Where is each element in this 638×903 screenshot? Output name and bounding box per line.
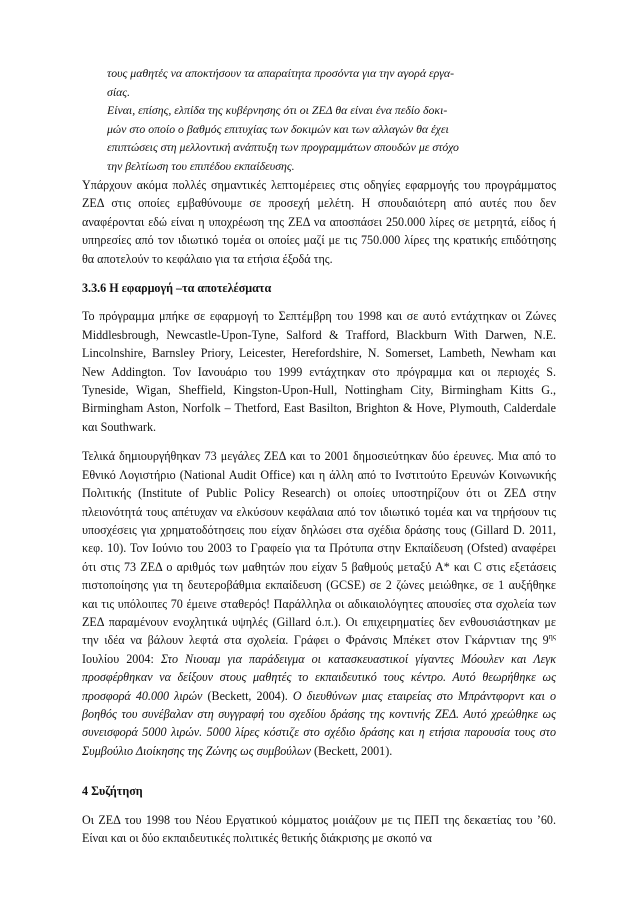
- citation: (Beckett, 2001).: [310, 743, 393, 758]
- paragraph-discussion: Οι ΖΕΔ του 1998 του Νέου Εργατικού κόμματος μοιάζουν με τις ΠΕΠ της δεκαετίας του ’60. Είναι και οι δύο εκπαιδευτικές πολιτικές θετικής διάκρισης με σκοπό να: [82, 812, 556, 845]
- quote-line: τους μαθητές να αποκτήσουν τα απαραίτητα προσόντα για την αγορά εργα-: [107, 66, 455, 80]
- italic-quote: Στο Νιουαμ για παράδειγμα οι κατασκευαστικοί γίγαντες Μόουλεν και Λεγκ προσφέρθηκαν να δείξουν στους μαθητές το εκπαιδευτικό τους κέντρο. Αυτό θεωρήθηκε ως προσφορά 40.000 λιρών: [82, 651, 556, 703]
- results-text: Ιουλίου 2004:: [82, 651, 161, 666]
- quote-line: μών στο οποίο ο βαθμός επιτυχίας των δοκιμών και των αλλαγών θα έχει: [107, 121, 449, 136]
- section-heading-discussion: 4 Συζήτηση: [82, 784, 143, 799]
- italic-quote: Ο διευθύνων μιας εταιρείας στο Μπράντφορντ και ο βοηθός του συνέβαλαν στη συγγραφή του σχεδίου δράσης της κοντινής ΖΕΔ. Αυτό χρεώθηκε ως συνεισφορά 5000 λιρών. 5000 λίρες κόστιζε στο σχέδιο δράσης και η ετήσια παρουσία τους στο Συμβούλιο Διοίκησης της Ζώνης ως συμβούλων: [82, 688, 556, 758]
- paragraph-zed-details: Υπάρχουν ακόμα πολλές σημαντικές λεπτομέρειες στις οδηγίες εφαρμογής του προγράμματος ΖΕΔ στις οποίες εμβαθύνουμε σε προσεχή μελέτη. Η σπουδαιότερη από αυτές που δεν αναφέρονται εδώ είναι η υποχρέωση της ΖΕΔ να αποσπάσει 250.000 λίρες σε μετρητά, είδος ή υπηρεσίες από τον ιδιωτικό τομέα οι οποίες μαζί με τις 750.000 λίρες της κρατικής επιδότησης θα αποτελούν το κεφάλαιο για τα ετήσια έξοδά της.: [82, 178, 556, 266]
- paragraph-results: [82, 447, 556, 760]
- quote-line: σίας.: [107, 84, 131, 99]
- quote-line: την βελτίωση του επιπέδου εκπαίδευσης.: [107, 158, 295, 173]
- section-heading-implementation: 3.3.6 Η εφαρμογή –τα αποτελέσματα: [82, 281, 272, 296]
- citation: (Beckett, 2004).: [202, 688, 293, 703]
- results-text: Τελικά δημιουργήθηκαν 73 μεγάλες ΖΕΔ και το 2001 δημοσιεύτηκαν δύο έρευνες. Μια από το Εθνικό Λογιστήριο (National Audit Office) και η άλλη από το Ινστιτούτο Ερευνών Κοινωνικής Πολιτικής (Institute of Public Policy Research) οι οποίες υποστηρίζουν ότι οι ΖΕΔ στην πλειονότητά τους απέτυχαν να ελκύσουν κεφάλαια από τον ιδιωτικό τομέα και να τηρήσουν τις υποσχέσεις για χρηματοδότησεις που είχαν δηλώσει στα σχέδια δράσης τους (Gillard D. 2011, κεφ. 10). Τον Ιούνιο του 2003 το Γραφείο για τα Πρότυπα στην Εκπαίδευση (Ofsted) αναφέρει ότι στις 73 ΖΕΔ ο αριθμός των μαθητών που είχαν 5 βαθμούς μεταξύ Α* και C στις εξετάσεις πιστοποίησης για τη δευτεροβάθμια εκπαίδευση (GCSE) σε 2 ζώνες μειώθηκε, σε 1 αυξήθηκε και τις υπόλοιπες 70 έμεινε σταθερός! Παράλληλα οι αδικαιολόγητες απουσίες στα σχολεία των ΖΕΔ παραμένουν ενοχλητικά υψηλές (Gillard ό.π.). Οι επιχειρηματίες δεν ενθουσιάστηκαν με την ιδέα να βάλουν λεφτά στα σχολεία. Γράφει ο Φράνσις Μπέκετ στον Γκάρντιαν της 9: [82, 449, 556, 648]
- block-quote: [107, 64, 527, 175]
- date-superscript: ης: [548, 632, 556, 642]
- paragraph-program-zones: Το πρόγραμμα μπήκε σε εφαρμογή το Σεπτέμβρη του 1998 και σε αυτό εντάχτηκαν οι Ζώνες Middlesbrough, Newcastle-Upon-Tyne, Salford & Trafford, Blackburn With Darwen, N.E. Lincolnshire, Barnsley Priory, Leicester, Herefordshire, N. Somerset, Lambeth, Newham και New Addington. Τον Ιανουάριο του 1999 εντάχτηκαν στο πρόγραμμα και οι περιοχές S. Tyneside, Wigan, Sheffield, Kingston-Upon-Hull, Nottingham City, Birmingham Kitts G., Birmingham Aston, Norfolk – Thetford, East Basilton, Brighton & Hove, Plymouth, Calderdale και Southwark.: [82, 309, 556, 434]
- quote-line: Είναι, επίσης, ελπίδα της κυβέρνησης ότι οι ΖΕΔ θα είναι ένα πεδίο δοκι-: [107, 103, 448, 117]
- quote-line: επιπτώσεις στη μελλοντική ανάπτυξη των προγραμμάτων σπουδών με στόχο: [107, 140, 459, 154]
- body-text: [82, 176, 556, 858]
